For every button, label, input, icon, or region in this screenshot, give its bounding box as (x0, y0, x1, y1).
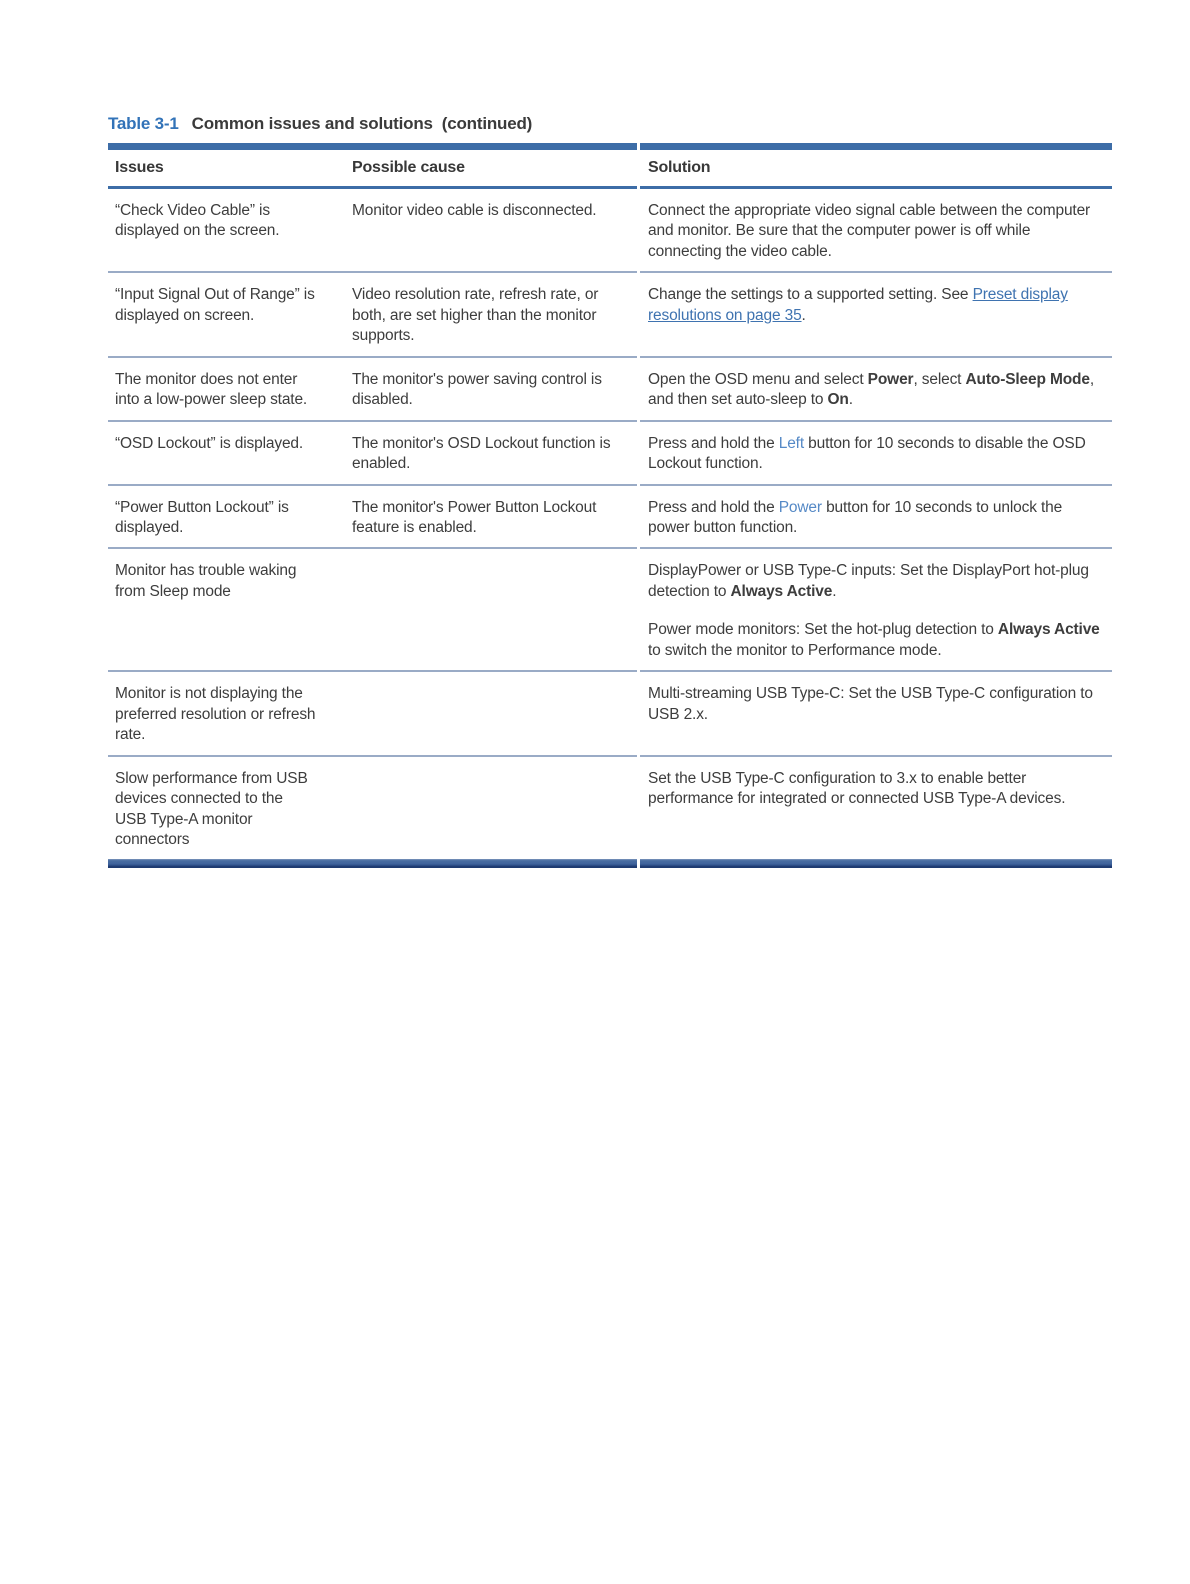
text-segment: Power mode monitors: Set the hot-plug detection to (648, 621, 998, 639)
text-segment: Multi-streaming USB Type-C: Set the USB Type-C configuration to USB 2.x. (648, 685, 1093, 723)
solution-paragraph (648, 434, 1100, 475)
solution-cell (637, 486, 1112, 548)
solution-paragraph (648, 370, 1100, 411)
table-section (108, 114, 1112, 868)
issue-cell: Monitor has trouble waking from Sleep mode (115, 562, 297, 600)
text-segment: Open the OSD menu and select (648, 370, 868, 388)
solution-paragraph (648, 561, 1100, 602)
solution-cell (637, 757, 1112, 860)
solution-cell (637, 273, 1112, 355)
issue-cell: The monitor does not enter into a low-power sleep state. (115, 370, 308, 409)
table-caption-label: Table 3-1 (108, 114, 179, 133)
text-segment: DisplayPower or USB Type-C inputs: Set the DisplayPort hot-plug detection to (648, 562, 1089, 600)
cause-cell (345, 549, 637, 670)
table-header-row (108, 150, 1112, 186)
solution-paragraph (648, 498, 1100, 539)
text-segment: , and then set auto-sleep to (648, 370, 1095, 409)
text-segment: Change the settings to a supported setting. See (648, 286, 973, 304)
solution-cell (637, 422, 1112, 484)
issue-cell: “OSD Lockout” is displayed. (115, 434, 304, 452)
cause-cell (345, 672, 637, 754)
table-body (108, 189, 1112, 859)
table-caption-continued: (continued) (441, 114, 533, 133)
issue-cell: Slow performance from USB devices connected to the USB Type-A monitor connectors (115, 769, 308, 848)
cause-cell: The monitor's power saving control is disabled. (352, 370, 602, 409)
issue-cell: Monitor is not displaying the preferred resolution or refresh rate. (115, 685, 316, 744)
cross-reference-link[interactable]: Preset display resolutions on page 35 (648, 286, 1068, 324)
table-caption (108, 114, 1112, 134)
table-row (108, 273, 1112, 355)
solution-paragraph (648, 201, 1100, 262)
issue-cell: “Check Video Cable” is displayed on the screen. (115, 202, 280, 240)
column-header-possible-cause: Possible cause (352, 159, 465, 176)
text-segment: . (801, 306, 806, 324)
button-name-text: Left (778, 434, 804, 452)
button-name-text: Power (778, 498, 822, 516)
table-row (108, 672, 1112, 754)
bar-segment (108, 143, 637, 150)
table-row (108, 486, 1112, 548)
issue-cell: “Input Signal Out of Range” is displayed on screen. (115, 286, 315, 324)
text-segment: Connect the appropriate video signal cable between the computer and monitor. Be sure that the computer power is off while connecting the video cable. (648, 202, 1091, 260)
emphasis-text: Auto-Sleep Mode (965, 370, 1090, 388)
text-segment: Press and hold the (648, 498, 779, 516)
table-row (108, 189, 1112, 271)
table-bottom-bar (108, 859, 1112, 868)
emphasis-text: Always Active (997, 621, 1100, 639)
table-top-bar (108, 143, 1112, 150)
text-segment: . (832, 582, 837, 600)
solution-paragraph (648, 285, 1100, 326)
text-segment: , select (913, 370, 966, 388)
table-row (108, 757, 1112, 860)
table-row (108, 358, 1112, 420)
text-segment: to switch the monitor to Performance mode. (648, 641, 942, 659)
bar-segment (640, 143, 1112, 150)
bar-segment (640, 859, 1112, 868)
cause-cell: The monitor's Power Button Lockout feature is enabled. (352, 498, 597, 536)
solution-paragraph (648, 684, 1100, 725)
solution-cell (637, 189, 1112, 271)
column-header-issues: Issues (115, 159, 164, 176)
cause-cell: Video resolution rate, refresh rate, or both, are set higher than the monitor supports. (352, 286, 599, 345)
column-header-solution: Solution (648, 159, 711, 176)
solution-paragraph (648, 620, 1100, 661)
table-caption-title: Common issues and solutions (191, 114, 433, 133)
text-segment: button for 10 seconds to unlock the power button function. (648, 498, 1063, 536)
emphasis-text: Power (867, 370, 914, 388)
solution-cell (637, 358, 1112, 420)
solution-cell (637, 672, 1112, 754)
table-row (108, 422, 1112, 484)
bar-segment (108, 859, 637, 868)
solution-paragraph (648, 769, 1100, 810)
text-segment: Press and hold the (648, 434, 779, 452)
cause-cell: Monitor video cable is disconnected. (352, 202, 597, 219)
text-segment: . (848, 391, 853, 409)
text-segment: Set the USB Type-C configuration to 3.x to enable better performance for integrated or connected USB Type-A devices. (648, 769, 1066, 808)
issue-cell: “Power Button Lockout” is displayed. (115, 498, 289, 536)
table-row (108, 549, 1112, 670)
emphasis-text: Always Active (730, 582, 833, 600)
solution-cell (637, 549, 1112, 670)
text-segment: button for 10 seconds to disable the OSD Lockout function. (648, 434, 1086, 473)
emphasis-text: On (827, 391, 849, 409)
cause-cell: The monitor's OSD Lockout function is enabled. (352, 434, 611, 473)
cause-cell (345, 757, 637, 860)
